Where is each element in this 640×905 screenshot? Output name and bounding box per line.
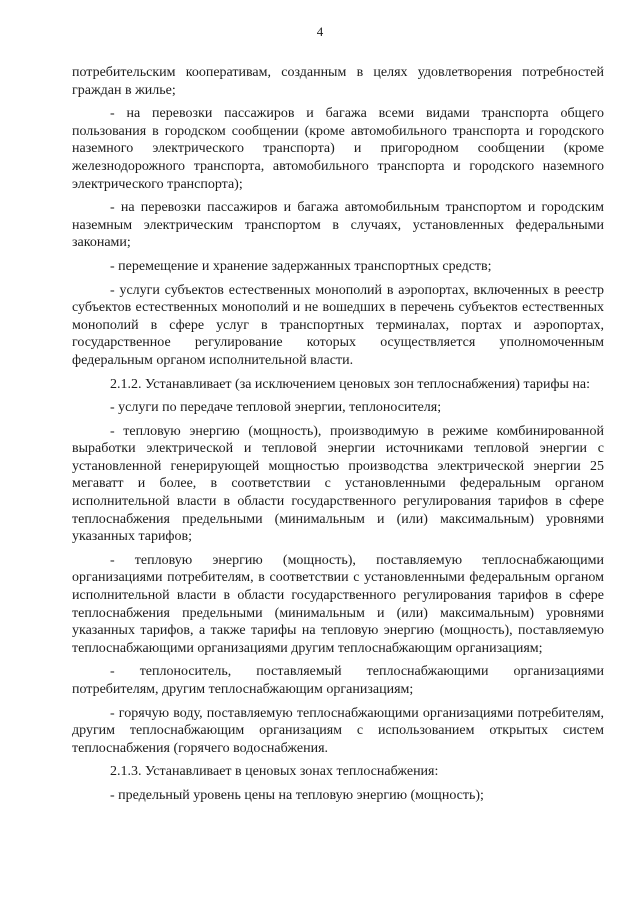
paragraph: - горячую воду, поставляемую теплоснабжающими организациями потребителям, другим теплоснабжающим организациям с использованием открытых систем теплоснабжения (горячего водоснабжения. bbox=[72, 705, 604, 756]
paragraph: - тепловую энергию (мощность), поставляемую теплоснабжающими организациями потребителям, в соответствии с установленными федеральным органом исполнительной власти в области государственного регулирования тарифов в сфере теплоснабжения предельными (минимальным и (или) максимальным) уровнями указанных тарифов, а также тарифы на тепловую энергию (мощность), поставляемую теплоснабжающими организациями другим теплоснабжающим организациям; bbox=[72, 552, 604, 656]
paragraph: 2.1.3. Устанавливает в ценовых зонах теплоснабжения: bbox=[110, 764, 439, 780]
paragraph: - тепловую энергию (мощность), производимую в режиме комбинированной выработки электрической и тепловой энергии источниками тепловой энергии с установленной генерирующей мощностью производства электрической энергии 25 мегаватт и более, в соответствии с установленными федеральным органом исполнительной власти в области государственного регулирования тарифов в сфере теплоснабжения предельными (минимальным и (или) максимальным) уровнями указанных тарифов; bbox=[72, 423, 604, 545]
paragraph: - теплоноситель, поставляемый теплоснабжающими организациями потребителям, другим теплоснабжающим организациям; bbox=[72, 664, 604, 697]
paragraph: - перемещение и хранение задержанных транспортных средств; bbox=[110, 258, 492, 274]
paragraph: 2.1.2. Устанавливает (за исключением ценовых зон теплоснабжения) тарифы на: bbox=[110, 376, 591, 392]
paragraph: - на перевозки пассажиров и багажа всеми видами транспорта общего пользования в городском сообщении (кроме автомобильного транспорта и городского наземного электрического транспорта) и пригородном сообщении (кроме железнодорожного транспорта, автомобильного транспорта и городского наземного электрического транспорта); bbox=[72, 106, 604, 192]
paragraph: - услуги субъектов естественных монополий в аэропортах, включенных в реестр субъектов естественных монополий и не вошедших в перечень субъектов естественных монополий в сфере услуг в транспортных терминалах, портах и аэропортах, государственное регулирование которых осуществляется уполномоченным федеральным органом исполнительной власти. bbox=[72, 282, 604, 368]
paragraph: - на перевозки пассажиров и багажа автомобильным транспортом и городским наземным электрическим транспортом в случаях, установленных федеральными законами; bbox=[72, 200, 604, 251]
paragraph: - предельный уровень цены на тепловую энергию (мощность); bbox=[110, 787, 484, 803]
paragraph: - услуги по передаче тепловой энергии, теплоносителя; bbox=[110, 400, 442, 416]
paragraph: потребительским кооперативам, созданным в целях удовлетворения потребностей граждан в жилье; bbox=[72, 65, 604, 98]
document-body bbox=[72, 64, 604, 811]
page-number: 4 bbox=[316, 24, 324, 39]
